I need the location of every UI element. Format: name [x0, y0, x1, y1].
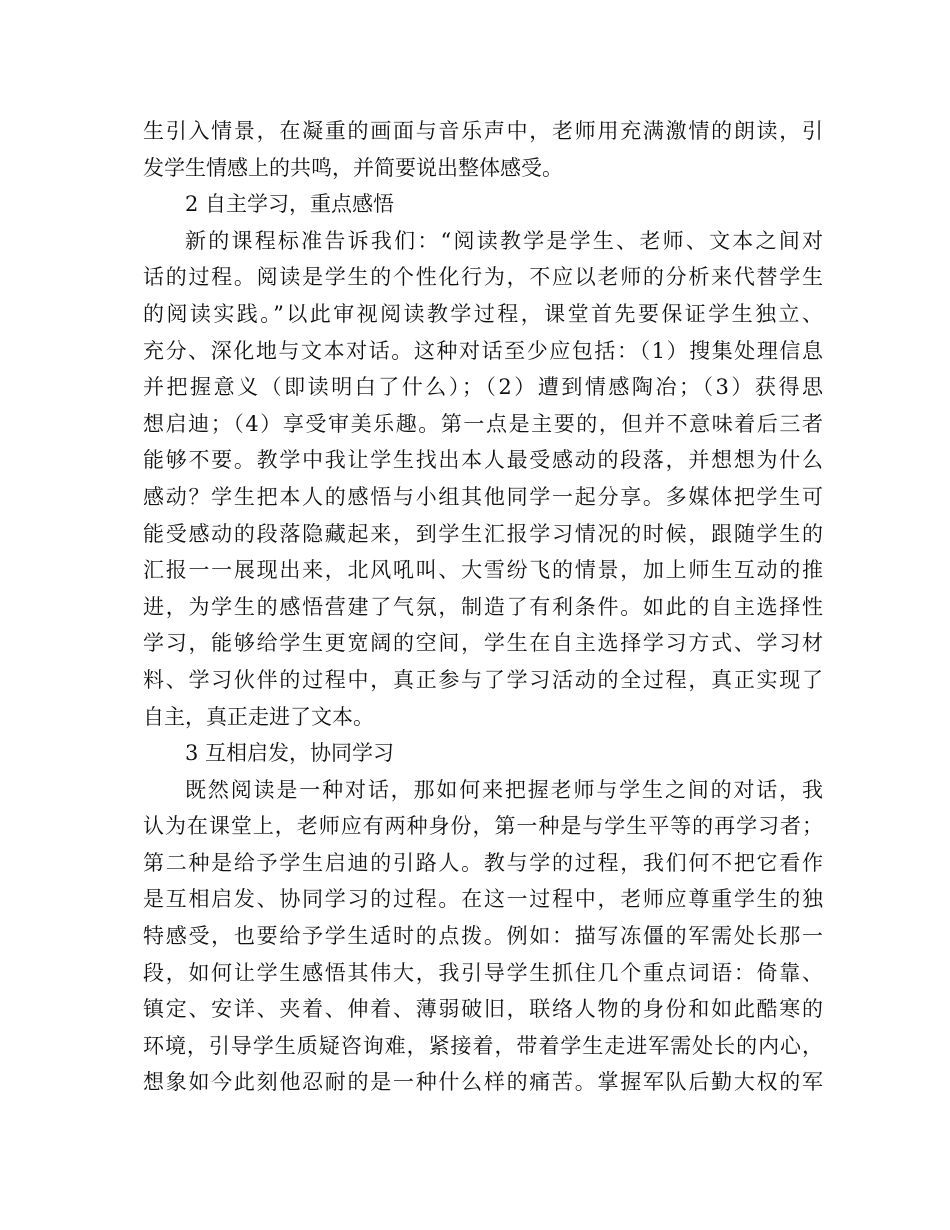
text-line: 认为在课堂上，老师应有两种身份，第一种是与学生平等的再学习者；: [143, 814, 823, 839]
text-line: 新的课程标准告诉我们：“阅读教学是学生、老师、文本之间对: [185, 228, 823, 253]
text-line: 料、学习伙伴的过程中，真正参与了学习活动的全过程，真正实现了: [143, 667, 823, 692]
text-line: 的阅读实践。”以此审视阅读教学过程，课堂首先要保证学生独立、: [143, 301, 823, 326]
text-line: 发学生情感上的共鸣，并简要说出整体感受。: [143, 155, 563, 180]
text-line: 是互相启发、协同学习的过程。在这一过程中，老师应尊重学生的独: [143, 887, 823, 912]
text-line: 进，为学生的感悟营建了气氛，制造了有利条件。如此的自主选择性: [143, 594, 823, 619]
section-heading: 2 自主学习，重点感悟: [185, 192, 395, 217]
document-body: [143, 113, 823, 1101]
text-line: 既然阅读是一种对话，那如何来把握老师与学生之间的对话，我: [185, 777, 823, 802]
text-line: 环境，引导学生质疑咨询难，紧接着，带着学生走进军需处长的内心，: [143, 1033, 823, 1058]
text-line: 第二种是给予学生启迪的引路人。教与学的过程，我们何不把它看作: [143, 850, 823, 875]
text-line: 学习，能够给学生更宽阔的空间，学生在自主选择学习方式、学习材: [143, 631, 823, 656]
text-line: 自主，真正走进了文本。: [143, 704, 374, 729]
text-line: 想象如今此刻他忍耐的是一种什么样的痛苦。掌握军队后勤大权的军: [143, 1070, 823, 1095]
text-line: 感动？学生把本人的感悟与小组其他同学一起分享。多媒体把学生可: [143, 484, 823, 509]
text-line: 充分、深化地与文本对话。这种对话至少应包括：（1）搜集处理信息: [143, 338, 823, 363]
text-line: 生引入情景，在凝重的画面与音乐声中，老师用充满激情的朗读，引: [143, 119, 823, 143]
text-line: 能够不要。教学中我让学生找出本人最受感动的段落，并想想为什么: [143, 448, 823, 473]
text-line: 能受感动的段落隐藏起来，到学生汇报学习情况的时候，跟随学生的: [143, 521, 823, 546]
text-line: 话的过程。阅读是学生的个性化行为，不应以老师的分析来代替学生: [143, 265, 823, 290]
text-line: 镇定、安详、夹着、伸着、薄弱破旧，联络人物的身份和如此酷寒的: [143, 997, 823, 1022]
text-line: 段，如何让学生感悟其伟大，我引导学生抓住几个重点词语：倚靠、: [143, 960, 823, 985]
text-line: 想启迪；（4）享受审美乐趣。第一点是主要的，但并不意味着后三者: [143, 411, 823, 436]
section-heading: 3 互相启发，协同学习: [185, 741, 395, 766]
text-line: 汇报一一展现出来，北风吼叫、大雪纷飞的情景，加上师生互动的推: [143, 558, 823, 583]
text-line: 特感受，也要给予学生适时的点拨。例如：描写冻僵的军需处长那一: [143, 924, 823, 949]
text-line: 并把握意义（即读明白了什么）；（2）遭到情感陶冶；（3）获得思: [143, 375, 823, 400]
